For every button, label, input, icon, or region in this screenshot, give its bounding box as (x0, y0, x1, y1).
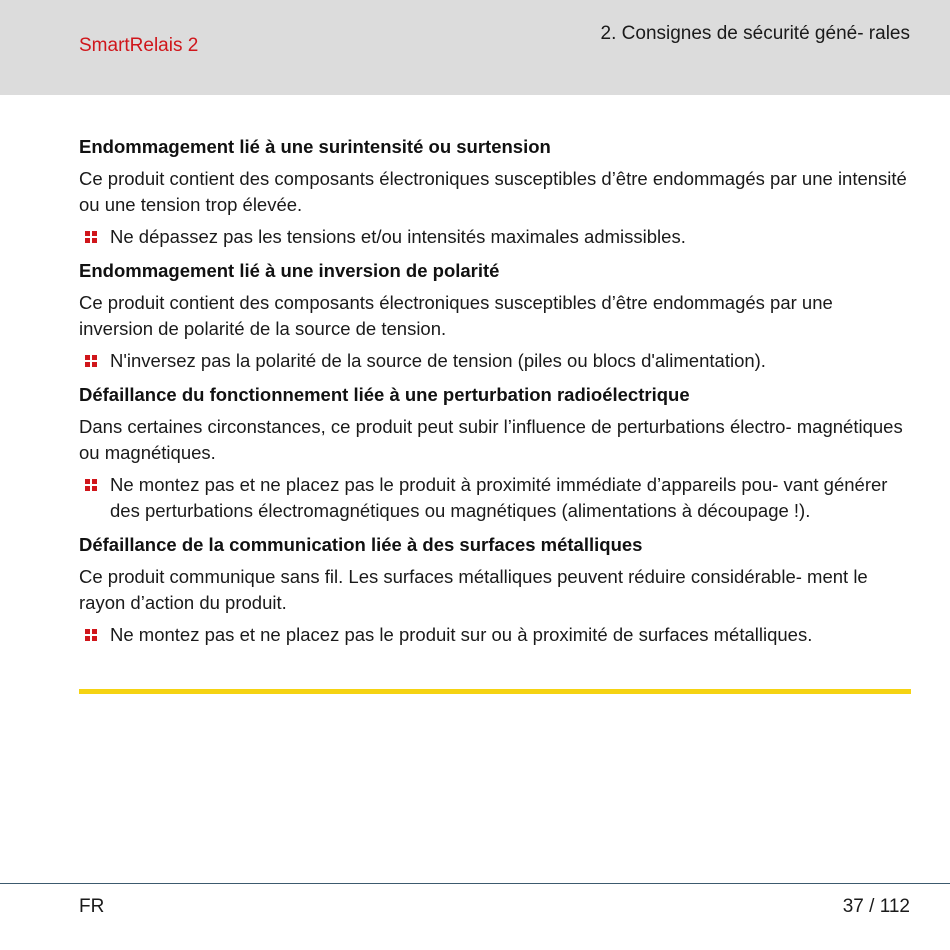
section-heading: Endommagement lié à une surintensité ou surtension (79, 136, 551, 157)
instruction-item (79, 348, 911, 374)
brand-name: SmartRelais 2 (79, 35, 199, 56)
red-square-grid-icon (85, 355, 97, 367)
instruction-text: Ne montez pas et ne placez pas le produit à proximité immédiate d’appareils pou- vant générer des perturbations électromagnétiques ou magnétiques (alimentations à découpage !). (110, 474, 888, 521)
section-end-rule (79, 689, 911, 694)
instruction-item (79, 472, 911, 524)
footer-divider (0, 883, 950, 884)
instruction-text: Ne dépassez pas les tensions et/ou intensités maximales admissibles. (110, 226, 686, 247)
instruction-item (79, 224, 911, 250)
instruction-item (79, 622, 911, 648)
red-square-grid-icon (85, 629, 97, 641)
page-number: 37 / 112 (842, 896, 910, 917)
section-polarity (79, 258, 911, 374)
red-square-grid-icon (85, 479, 97, 491)
section-heading: Défaillance de la communication liée à des surfaces métalliques (79, 534, 643, 555)
page-header (0, 0, 950, 95)
section-metal-surfaces (79, 532, 911, 648)
section-heading: Défaillance du fonctionnement liée à une perturbation radioélectrique (79, 384, 690, 405)
section-text: Ce produit contient des composants électroniques susceptibles d’être endommagés par une inversion de polarité de la source de tension. (79, 292, 833, 339)
section-radio-interference (79, 382, 911, 524)
section-overcurrent (79, 134, 911, 250)
document-body (79, 134, 911, 656)
instruction-text: N'inversez pas la polarité de la source de tension (piles ou blocs d'alimentation). (110, 350, 766, 371)
section-title: 2. Consignes de sécurité géné- rales (600, 23, 910, 44)
section-text: Dans certaines circonstances, ce produit peut subir l’influence de perturbations électro- magnétiques ou magnétiques. (79, 416, 903, 463)
footer-language: FR (79, 896, 105, 917)
instruction-text: Ne montez pas et ne placez pas le produit sur ou à proximité de surfaces métalliques. (110, 624, 813, 645)
section-text: Ce produit communique sans fil. Les surfaces métalliques peuvent réduire considérable- ment le rayon d’action du produit. (79, 566, 868, 613)
section-text: Ce produit contient des composants électroniques susceptibles d’être endommagés par une intensité ou une tension trop élevée. (79, 168, 907, 215)
red-square-grid-icon (85, 231, 97, 243)
section-heading: Endommagement lié à une inversion de polarité (79, 260, 500, 281)
